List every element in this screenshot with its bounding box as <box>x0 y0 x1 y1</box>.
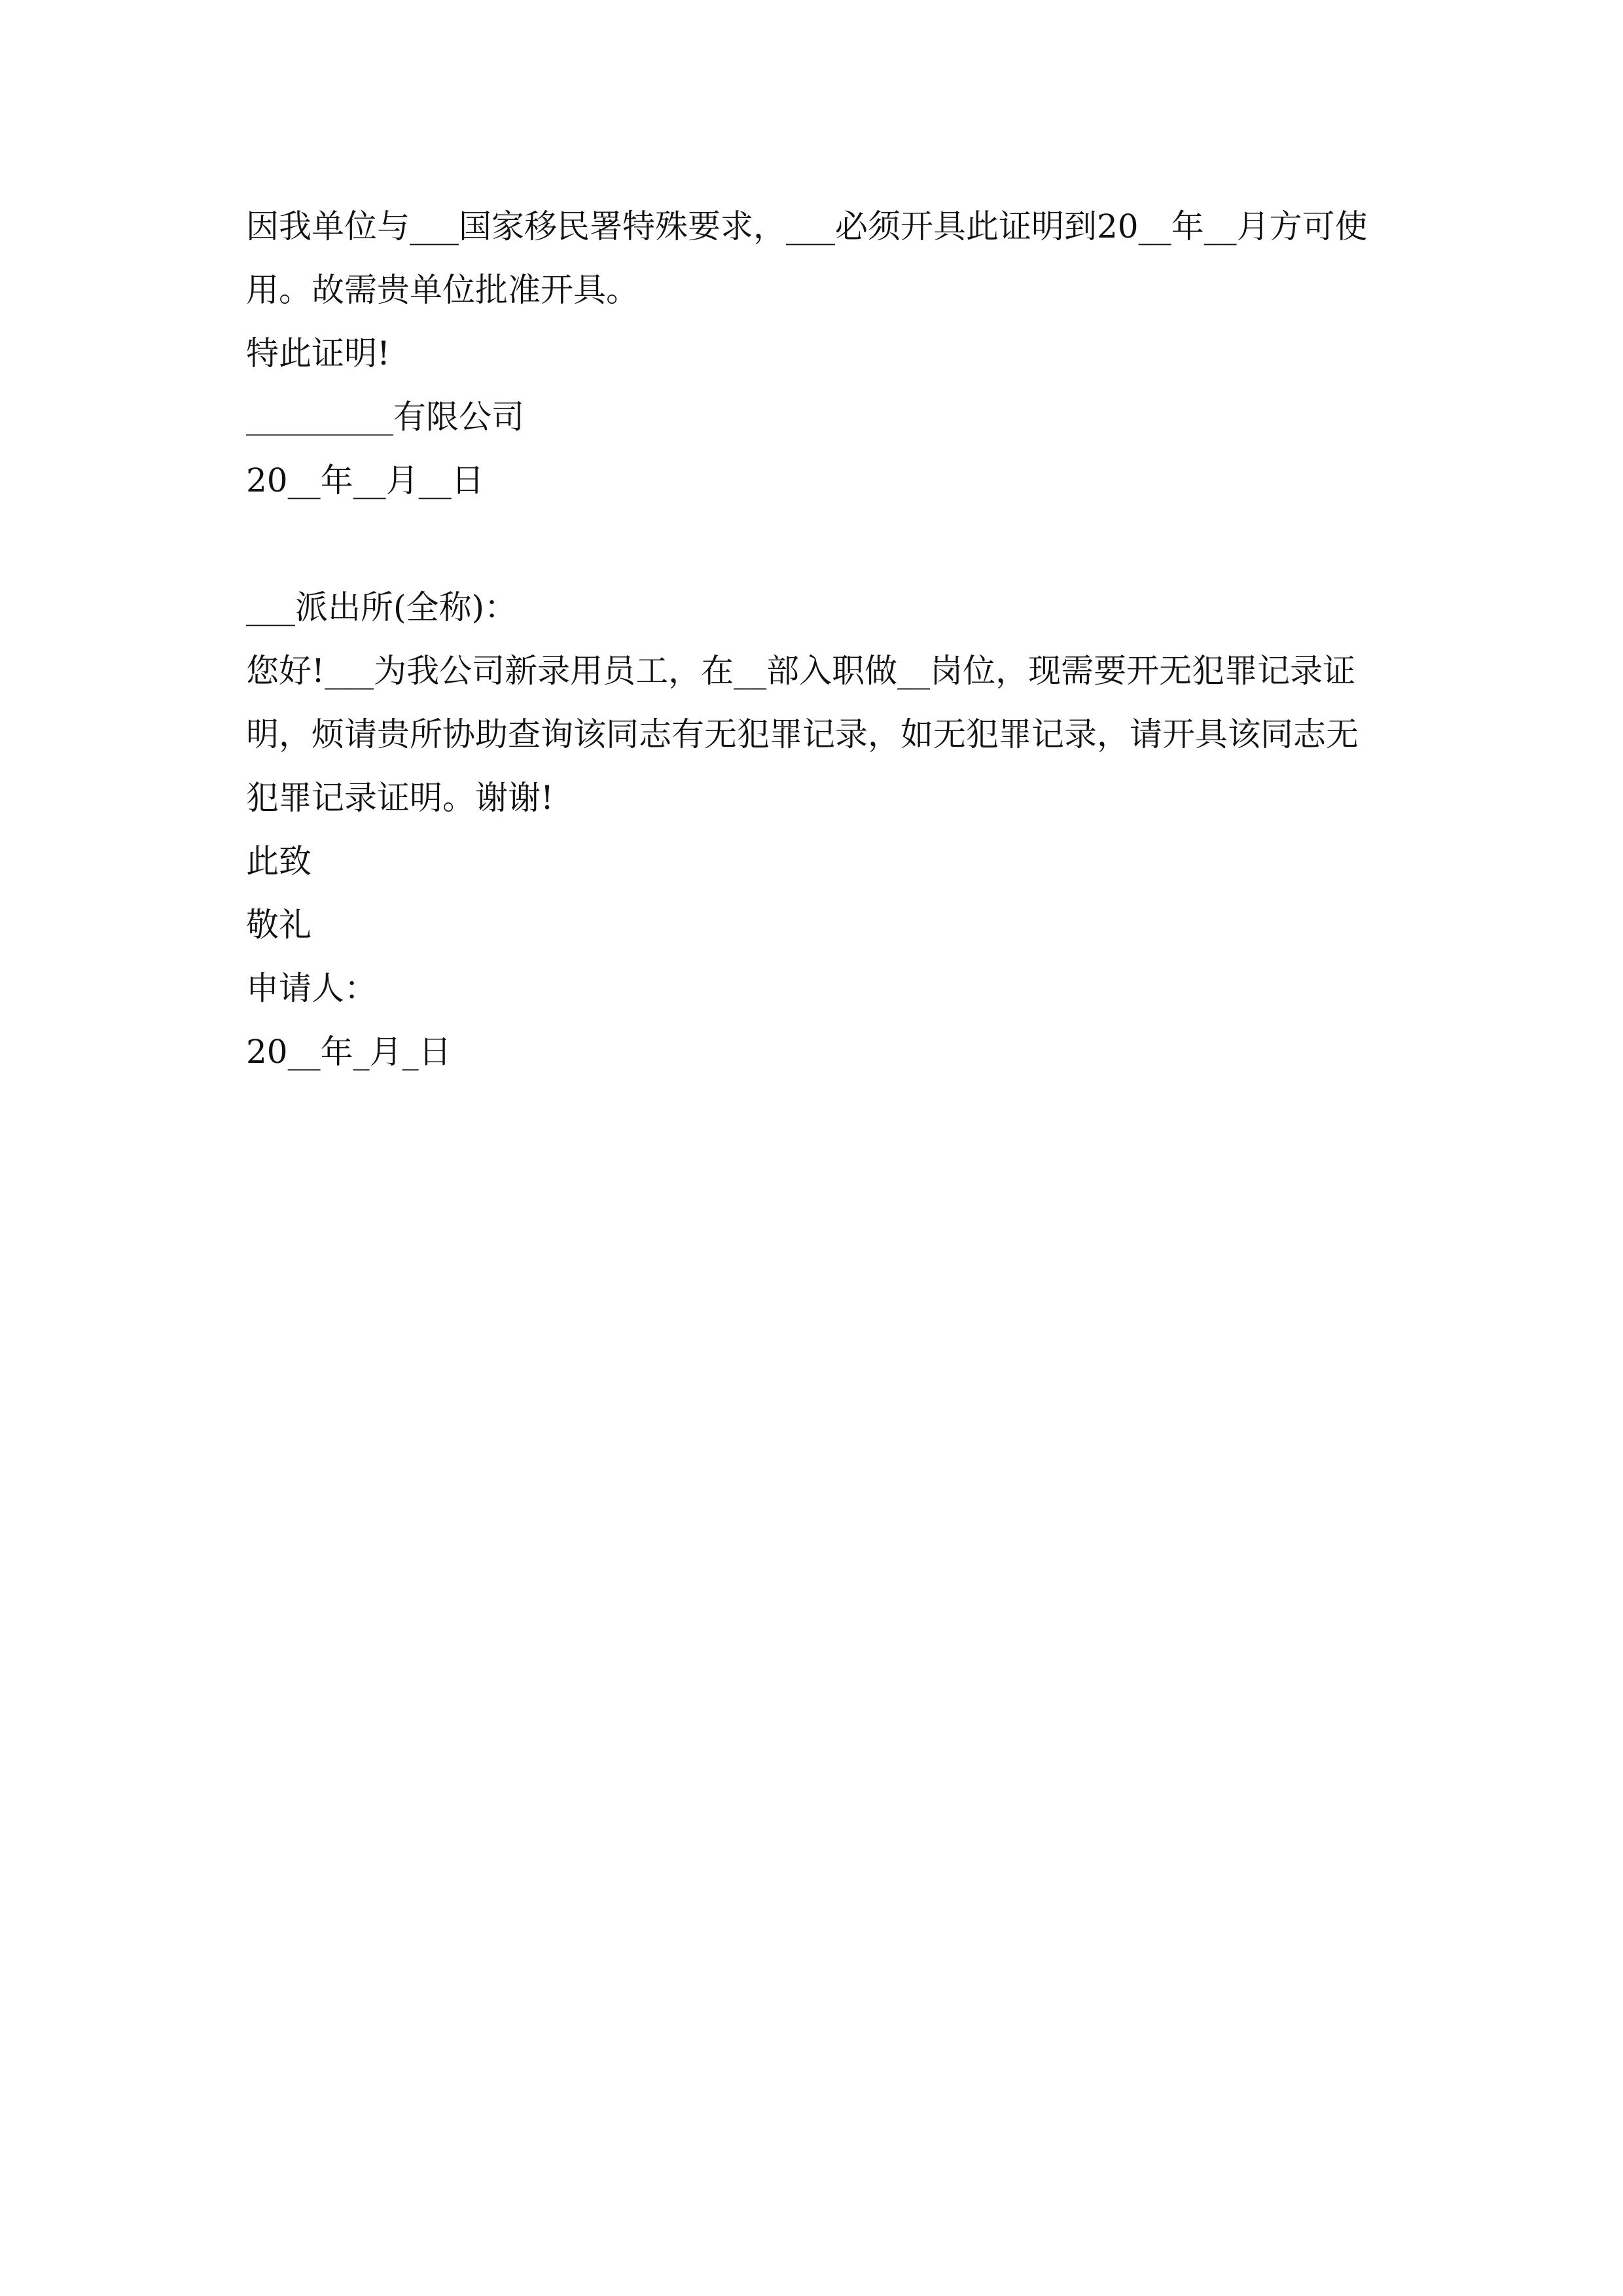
letter-date: 20__年_月_日 <box>246 1033 452 1071</box>
certificate-paragraph: 因我单位与___国家移民署特殊要求，___必须开具此证明到20__年__月方可使用。故需贵单位批准开具。 <box>246 207 1368 309</box>
letter-addressee: ___派出所(全称)： <box>246 588 518 626</box>
certificate-date: 20__年__月__日 <box>246 461 484 499</box>
document-content <box>246 195 1385 1084</box>
certificate-closing: 特此证明! <box>246 334 391 372</box>
applicant-label: 申请人： <box>246 969 377 1007</box>
letter-salutation-1: 此致 <box>246 842 312 880</box>
letter-body: 您好!___为我公司新录用员工，在__部入职做__岗位，现需要开无犯罪记录证明，烦请贵所协助查询该同志有无犯罪记录，如无犯罪记录，请开具该同志无犯罪记录证明。谢谢! <box>246 652 1359 817</box>
section-spacer <box>246 512 1385 576</box>
company-name-line: _________有限公司 <box>246 398 524 436</box>
letter-salutation-2: 敬礼 <box>246 906 312 944</box>
